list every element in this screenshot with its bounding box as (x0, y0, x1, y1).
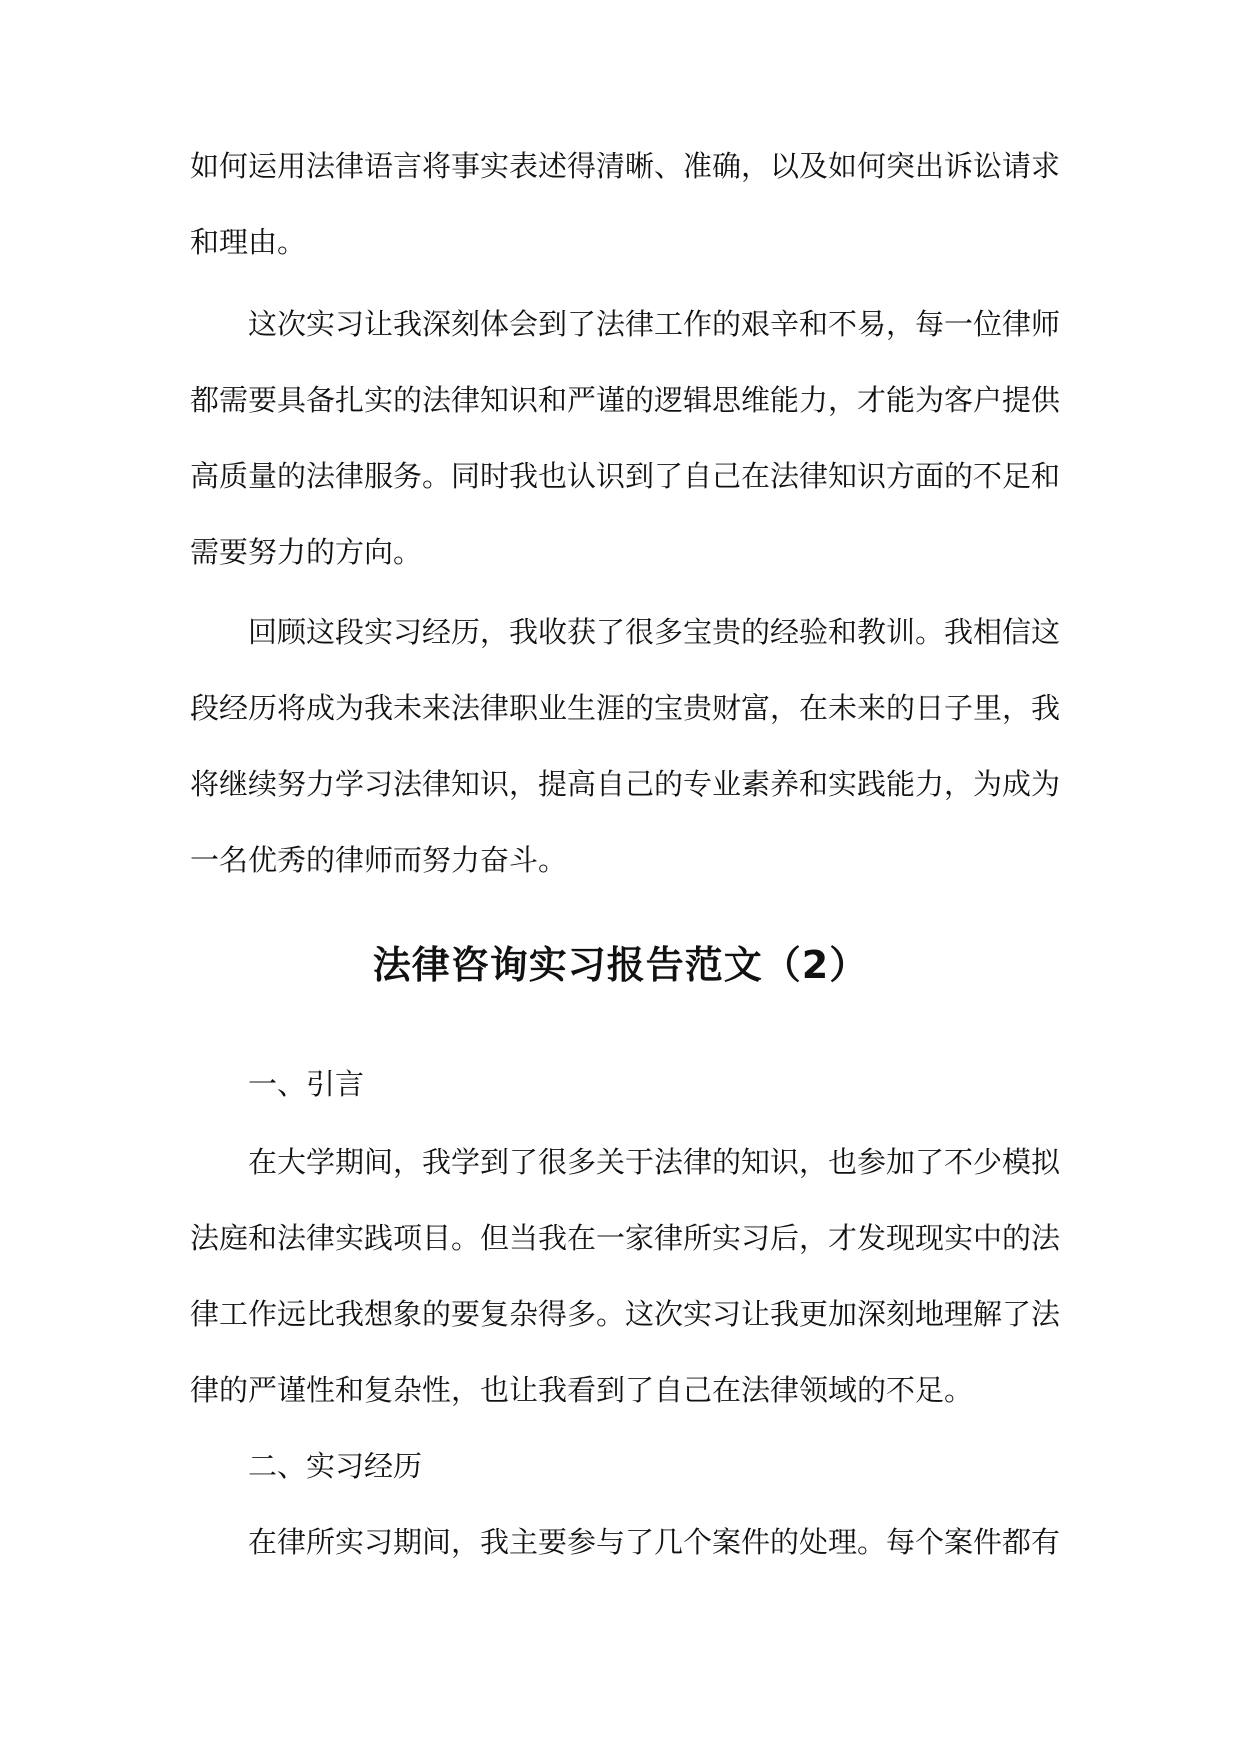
section-heading: 一、引言 (248, 1067, 365, 1101)
paragraph-line: 段经历将成为我未来法律职业生涯的宝贵财富，在未来的日子里，我 (190, 691, 1061, 725)
paragraph-line: 回顾这段实习经历，我收获了很多宝贵的经验和教训。我相信这 (248, 615, 1061, 649)
paragraph-line: 如何运用法律语言将事实表述得清晰、准确，以及如何突出诉讼请求 (190, 149, 1061, 183)
paragraph-line: 在大学期间，我学到了很多关于法律的知识，也参加了不少模拟 (248, 1145, 1061, 1179)
paragraph-line: 律的严谨性和复杂性，也让我看到了自己在法律领域的不足。 (190, 1373, 974, 1407)
paragraph-line: 律工作远比我想象的要复杂得多。这次实习让我更加深刻地理解了法 (190, 1297, 1061, 1331)
paragraph-line: 高质量的法律服务。同时我也认识到了自己在法律知识方面的不足和 (190, 459, 1061, 493)
paragraph-line: 需要努力的方向。 (190, 535, 423, 569)
paragraph-line: 将继续努力学习法律知识，提高自己的专业素养和实践能力，为成为 (190, 767, 1061, 801)
paragraph-line: 一名优秀的律师而努力奋斗。 (190, 843, 568, 877)
paragraph-line: 这次实习让我深刻体会到了法律工作的艰辛和不易，每一位律师 (248, 307, 1061, 341)
paragraph-line: 在律所实习期间，我主要参与了几个案件的处理。每个案件都有 (248, 1525, 1061, 1559)
paragraph-line: 和理由。 (190, 225, 307, 259)
paragraph-line: 法庭和法律实践项目。但当我在一家律所实习后，才发现现实中的法 (190, 1221, 1061, 1255)
section-heading: 二、实习经历 (248, 1449, 423, 1483)
paragraph-line: 都需要具备扎实的法律知识和严谨的逻辑思维能力，才能为客户提供 (190, 383, 1061, 417)
section-title: 法律咨询实习报告范文（2） (372, 943, 869, 987)
